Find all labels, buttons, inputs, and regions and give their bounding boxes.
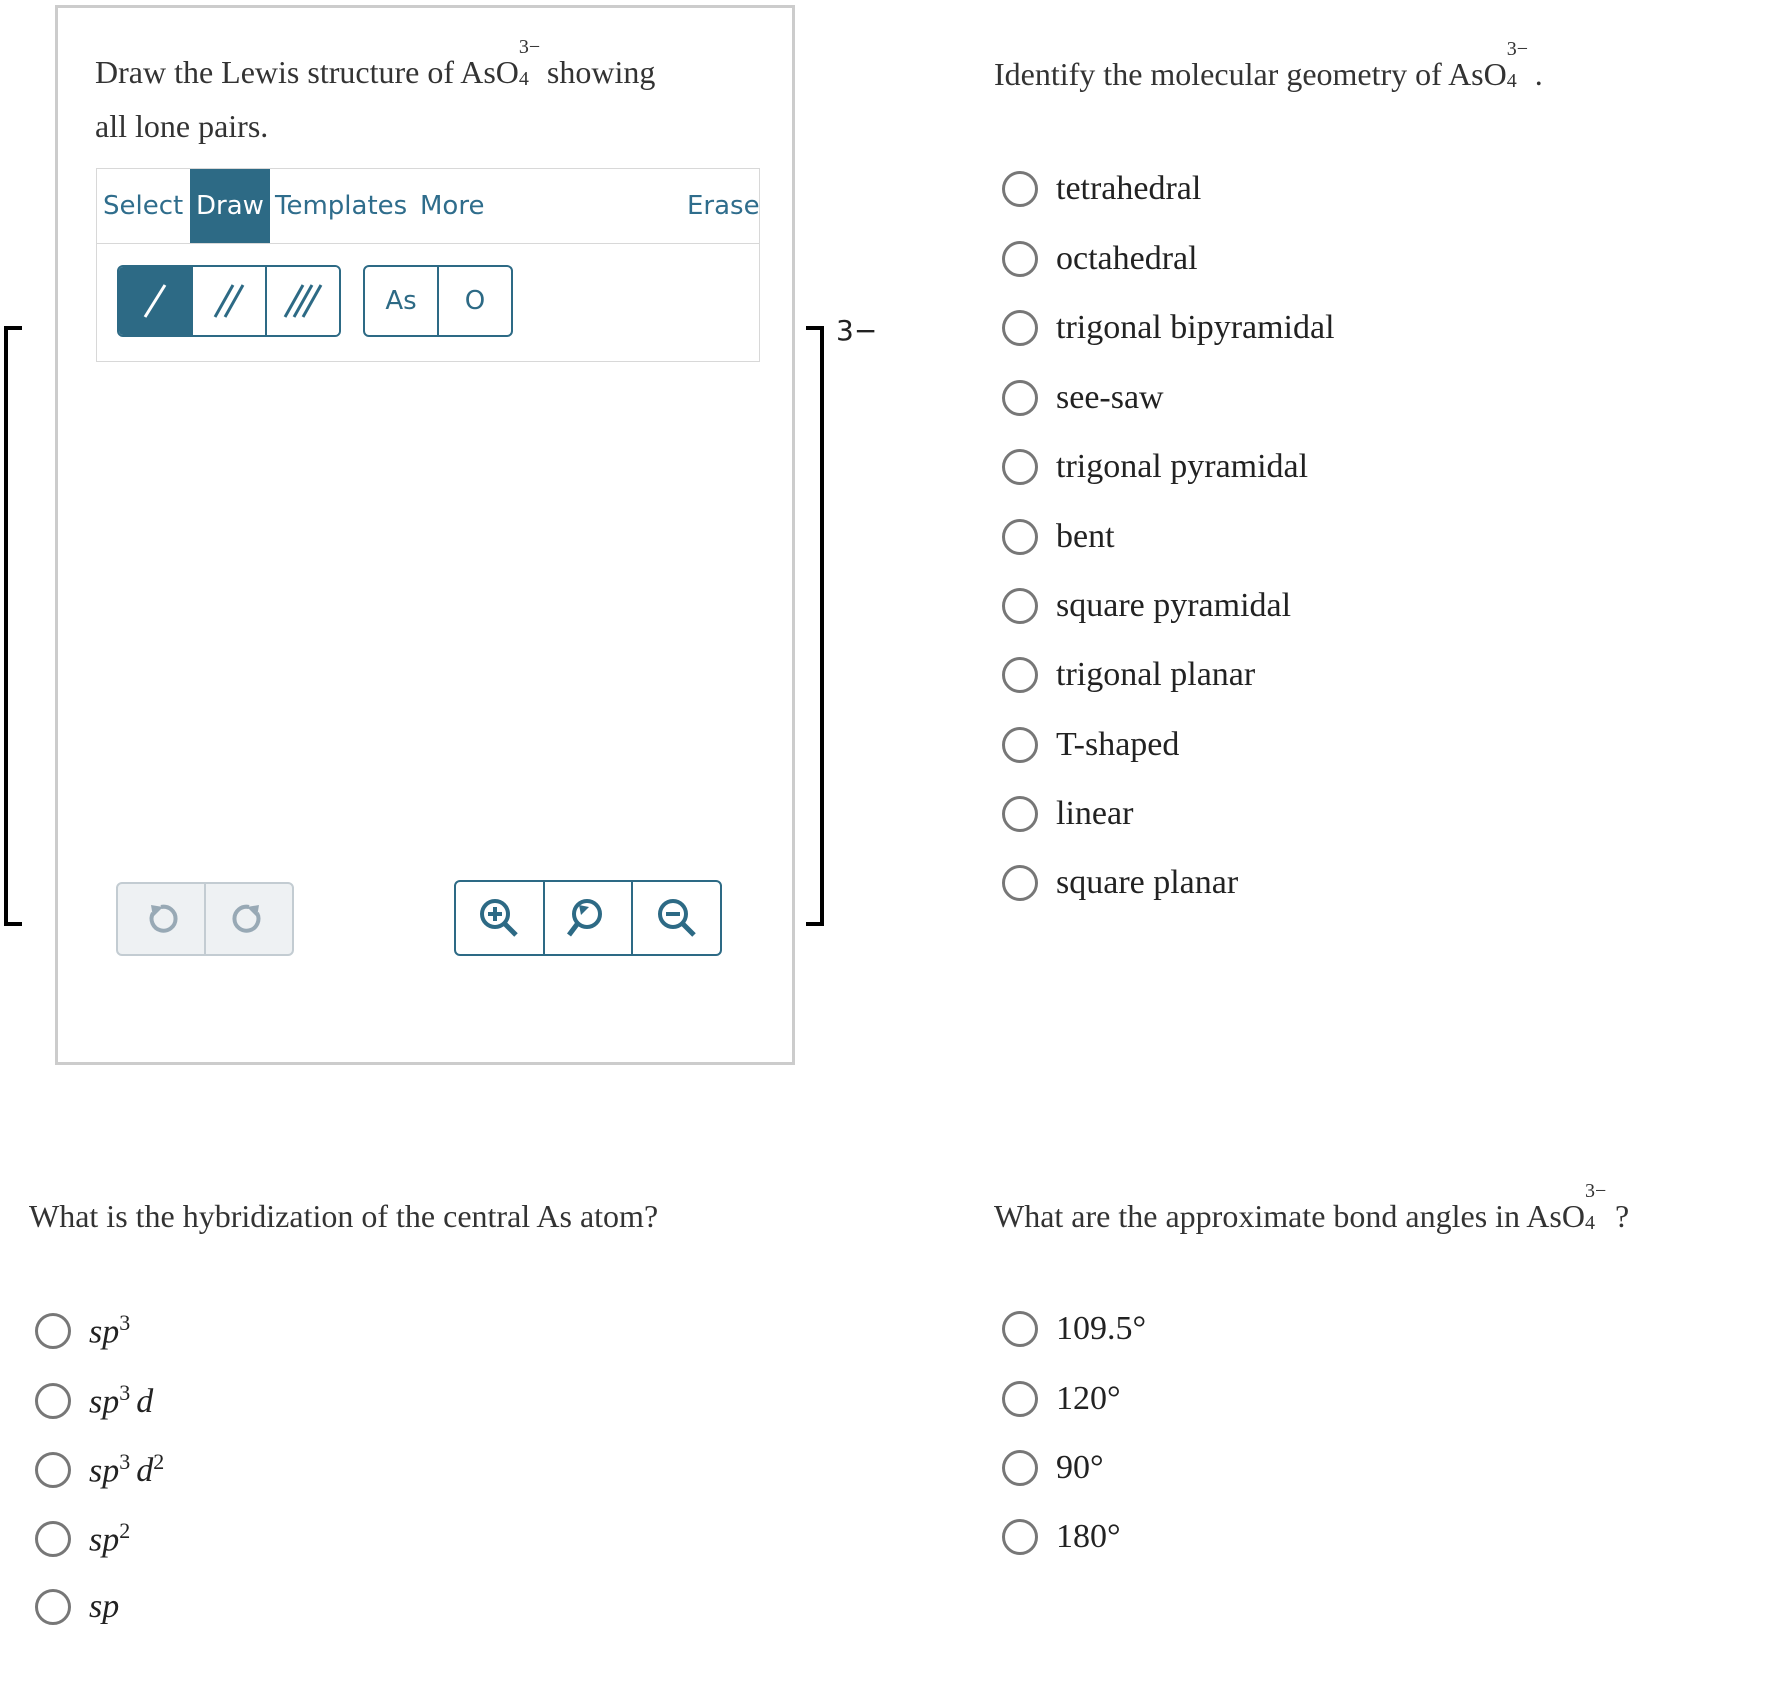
hybridization-option-sp2[interactable]: $sp^2$	[35, 1518, 130, 1559]
lewis-formula-scripts: 3− 4	[518, 36, 541, 90]
zoom-out-icon	[654, 895, 700, 941]
angle-option-180[interactable]: 180°	[1002, 1518, 1121, 1556]
bond-angles-prompt: What are the approximate bond angles in AsO 3− 4 ?	[994, 1180, 1630, 1234]
redo-button[interactable]	[206, 884, 292, 954]
radio-button[interactable]	[1002, 519, 1038, 555]
radio-button[interactable]	[1002, 1311, 1038, 1347]
zoom-reset-icon	[565, 895, 611, 941]
hybridization-option-sp3d[interactable]: $sp^3$ d	[35, 1380, 153, 1421]
geometry-option-bent[interactable]: bent	[1002, 518, 1115, 556]
atom-as-button[interactable]: As	[365, 267, 439, 335]
erase-button[interactable]: Erase	[687, 191, 760, 221]
zoom-controls	[454, 880, 722, 956]
geometry-option-tetrahedral[interactable]: tetrahedral	[1002, 170, 1201, 208]
radio-button[interactable]	[1002, 1450, 1038, 1486]
radio-button[interactable]	[1002, 1519, 1038, 1555]
geometry-option-trigonal-planar[interactable]: trigonal planar	[1002, 656, 1255, 694]
single-bond-button[interactable]	[119, 267, 193, 335]
double-bond-icon	[209, 279, 249, 323]
radio-button[interactable]	[1002, 241, 1038, 277]
geometry-option-octahedral[interactable]: octahedral	[1002, 240, 1198, 278]
single-bond-icon	[135, 279, 175, 323]
radio-button[interactable]	[1002, 380, 1038, 416]
ion-charge-label: 3−	[836, 314, 878, 347]
radio-button[interactable]	[1002, 171, 1038, 207]
hybridization-option-sp[interactable]: sp	[35, 1588, 119, 1626]
atom-o-button[interactable]: O	[464, 286, 486, 316]
radio-button[interactable]	[1002, 727, 1038, 763]
radio-button[interactable]	[1002, 865, 1038, 901]
lewis-prompt	[95, 36, 656, 96]
redo-icon	[229, 899, 269, 939]
zoom-reset-button[interactable]	[545, 882, 634, 954]
radio-button[interactable]	[1002, 1381, 1038, 1417]
lewis-prompt-showing: showing	[546, 54, 656, 90]
geometry-option-square-planar[interactable]: square planar	[1002, 864, 1238, 902]
bond-tool-group	[117, 265, 341, 337]
tab-templates[interactable]: Templates	[275, 191, 408, 221]
right-bracket	[806, 326, 824, 926]
radio-button[interactable]	[35, 1589, 71, 1625]
geometry-option-trigonal-bipyramidal[interactable]: trigonal bipyramidal	[1002, 309, 1335, 347]
radio-button[interactable]	[1002, 657, 1038, 693]
radio-button[interactable]	[35, 1383, 71, 1419]
undo-icon	[141, 899, 181, 939]
drawing-toolbar	[96, 168, 760, 244]
draw-tools-row	[96, 244, 760, 362]
radio-button[interactable]	[1002, 588, 1038, 624]
lewis-prompt-line2: all lone pairs.	[95, 108, 269, 144]
angles-formula-scripts: 3− 4	[1584, 1180, 1607, 1234]
radio-button[interactable]	[35, 1313, 71, 1349]
zoom-in-icon	[476, 895, 522, 941]
radio-button[interactable]	[1002, 310, 1038, 346]
radio-button[interactable]	[1002, 796, 1038, 832]
atom-tool-group	[363, 265, 513, 337]
radio-button[interactable]	[35, 1452, 71, 1488]
double-bond-button[interactable]	[193, 267, 267, 335]
radio-button[interactable]	[35, 1521, 71, 1557]
angle-option-120[interactable]: 120°	[1002, 1380, 1121, 1418]
hybridization-option-sp3[interactable]: $sp^3$	[35, 1310, 130, 1351]
triple-bond-button[interactable]	[267, 267, 339, 335]
radio-button[interactable]	[1002, 449, 1038, 485]
zoom-out-button[interactable]	[633, 882, 720, 954]
undo-button[interactable]	[118, 884, 206, 954]
triple-bond-icon	[281, 279, 325, 323]
geometry-option-see-saw[interactable]: see-saw	[1002, 379, 1164, 417]
tab-select[interactable]: Select	[103, 191, 184, 221]
geometry-formula-scripts: 3− 4	[1506, 38, 1529, 92]
lewis-prompt-text: Draw the Lewis structure of AsO	[95, 54, 519, 90]
hybridization-option-sp3d2[interactable]: $sp^3$ $d^2$	[35, 1449, 164, 1490]
undo-redo-group	[116, 882, 294, 956]
angle-option-90[interactable]: 90°	[1002, 1449, 1104, 1487]
hybridization-prompt: What is the hybridization of the central As atom?	[29, 1198, 659, 1234]
left-bracket	[4, 326, 22, 926]
tab-more[interactable]: More	[420, 191, 485, 221]
tab-draw[interactable]: Draw	[190, 169, 270, 243]
geometry-option-square-pyramidal[interactable]: square pyramidal	[1002, 587, 1291, 625]
zoom-in-button[interactable]	[456, 882, 545, 954]
angle-option-109-5[interactable]: 109.5°	[1002, 1310, 1146, 1348]
geometry-option-t-shaped[interactable]: T-shaped	[1002, 726, 1179, 764]
geometry-option-linear[interactable]: linear	[1002, 795, 1133, 833]
geometry-option-trigonal-pyramidal[interactable]: trigonal pyramidal	[1002, 448, 1308, 486]
geometry-prompt: Identify the molecular geometry of AsO 3− 4 .	[994, 38, 1543, 92]
